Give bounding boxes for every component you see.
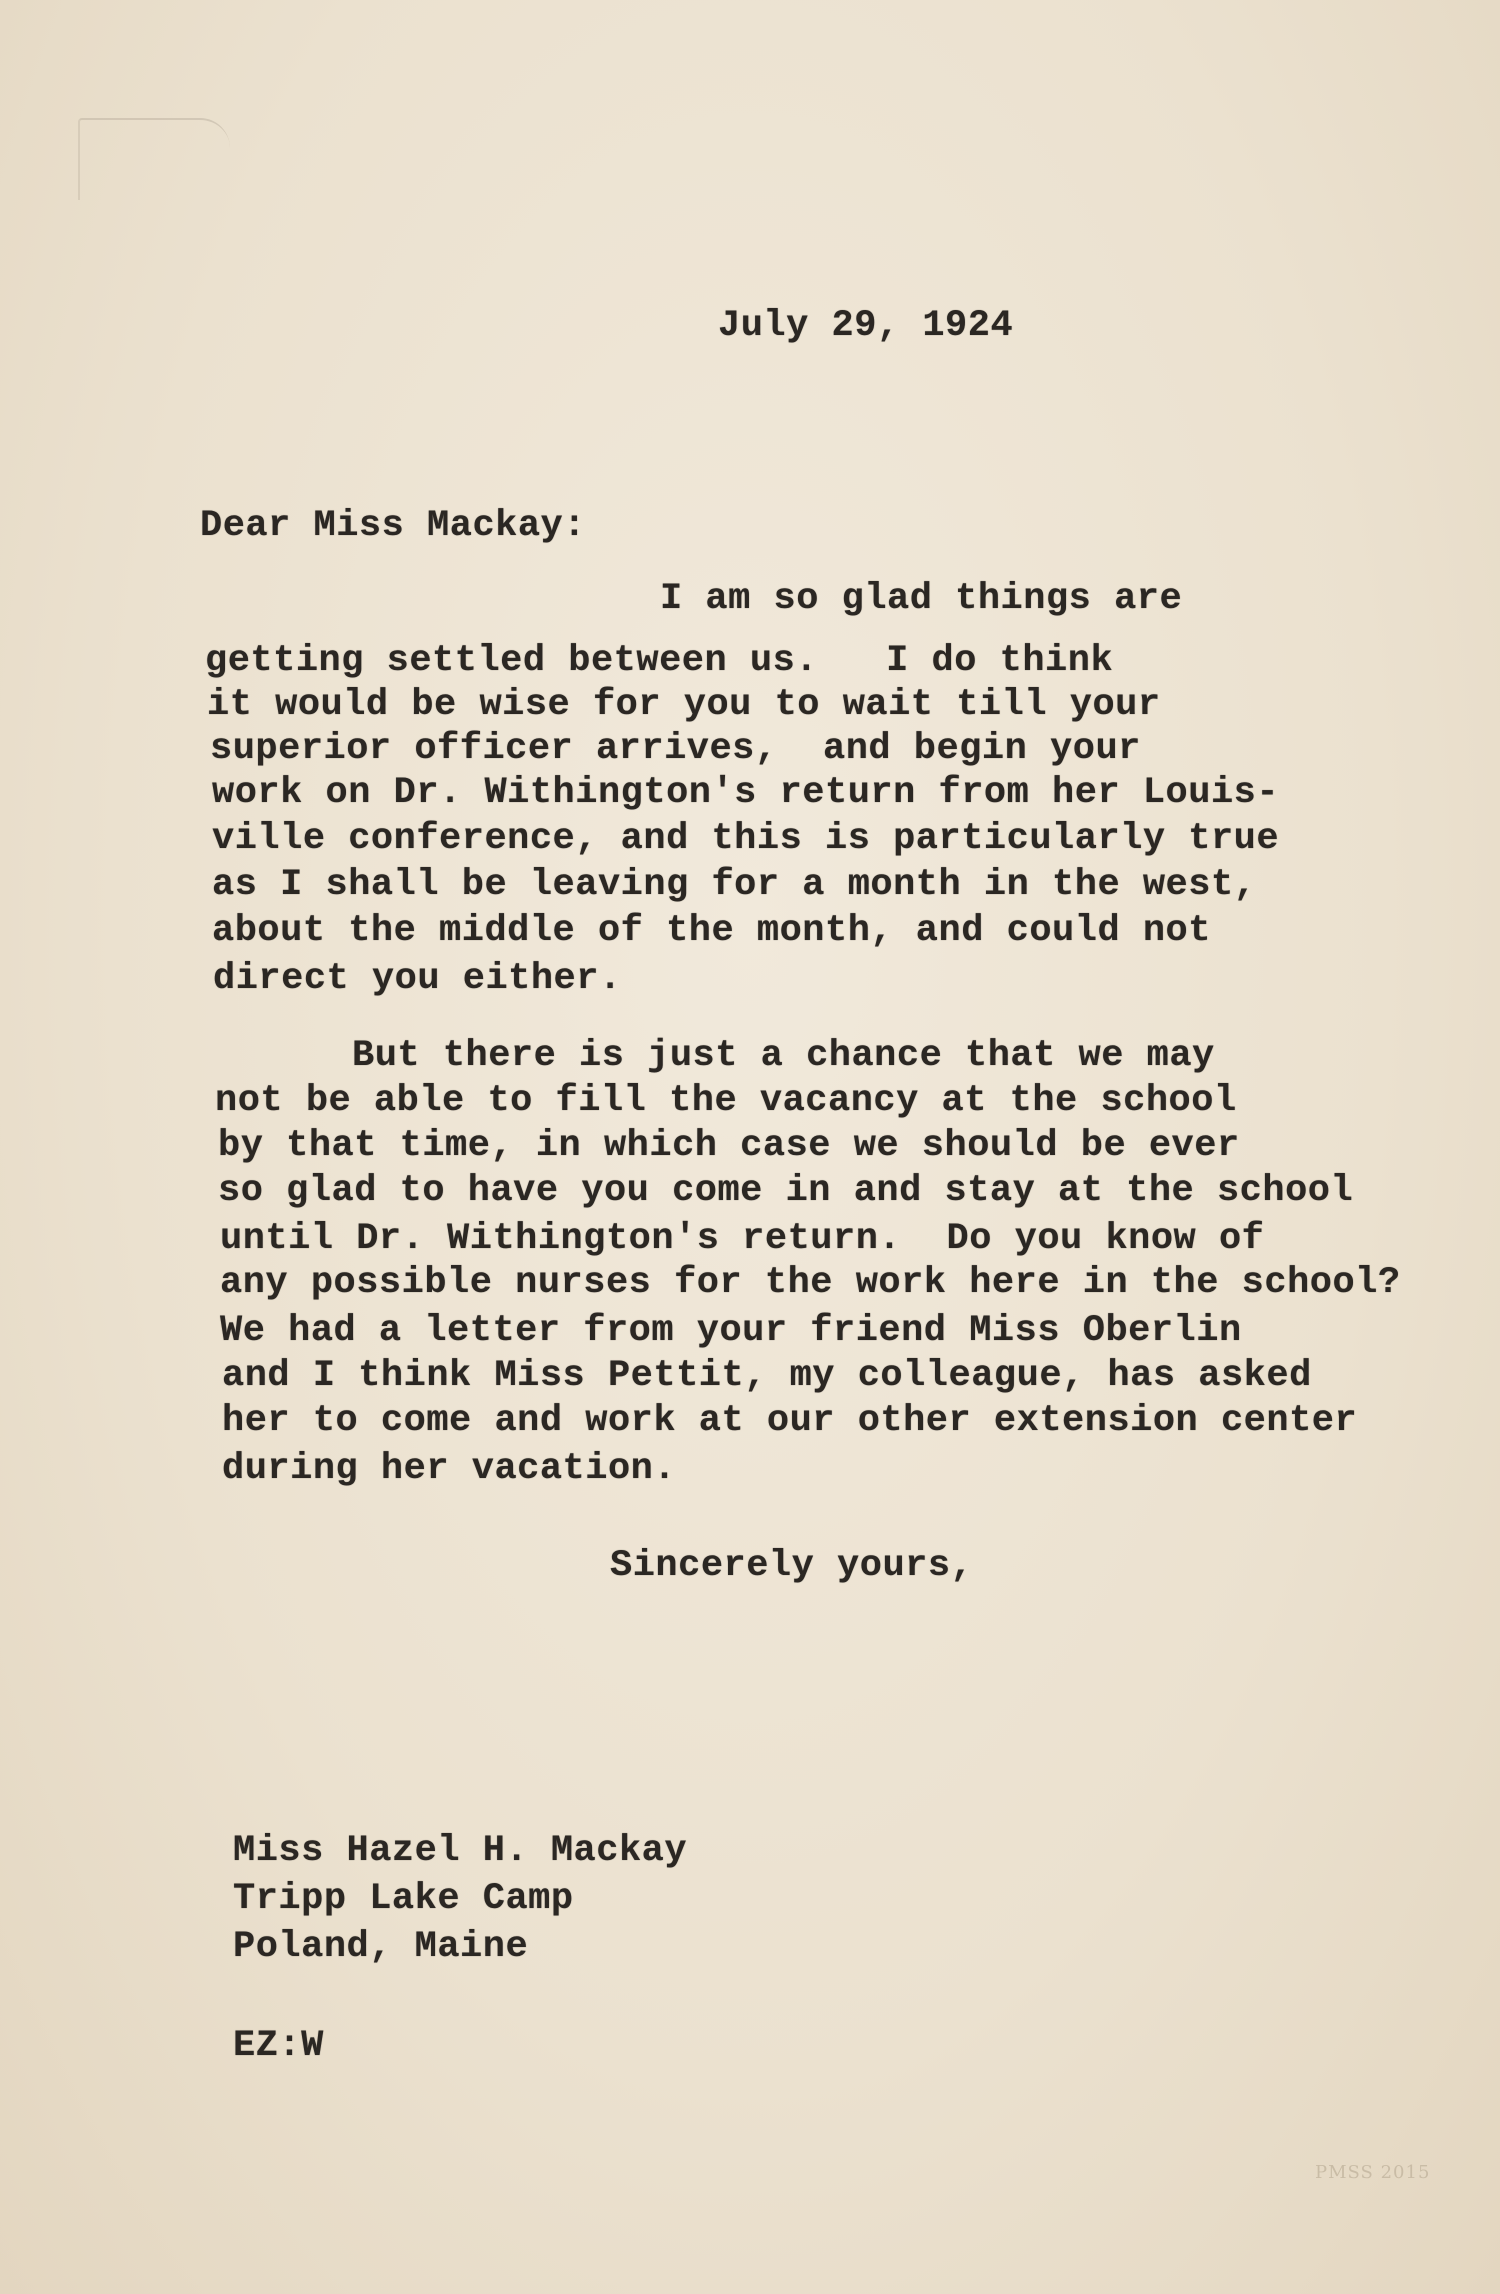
address-line: Miss Hazel H. Mackay (233, 1830, 688, 1872)
letter-date: July 29, 1924 (718, 305, 1014, 347)
paragraph-line: her to come and work at our other extension center (222, 1400, 1358, 1442)
paragraph-line: it would be wise for you to wait till your (207, 684, 1161, 726)
typist-initials: EZ:W (233, 2025, 324, 2067)
paragraph-line: about the middle of the month, and could not (212, 910, 1211, 952)
paragraph-line: work on Dr. Withington's return from her Louis- (212, 772, 1280, 814)
paragraph-line: getting settled between us. I do think (205, 640, 1114, 682)
paragraph-line: during her vacation. (222, 1448, 677, 1490)
paragraph-line: any possible nurses for the work here in the school? (220, 1262, 1401, 1304)
archive-watermark: PMSS 2015 (1315, 2162, 1431, 2183)
paragraph-line: not be able to fill the vacancy at the school (215, 1080, 1237, 1122)
paragraph-line: I am so glad things are (660, 578, 1183, 620)
closing: Sincerely yours, (610, 1545, 974, 1587)
salutation: Dear Miss Mackay: (200, 505, 586, 547)
paragraph-line: and I think Miss Pettit, my colleague, has asked (222, 1355, 1312, 1397)
paper-tear-mark (78, 118, 230, 200)
paragraph-line: We had a letter from your friend Miss Oberlin (220, 1310, 1242, 1352)
paragraph-line: But there is just a chance that we may (352, 1035, 1215, 1077)
paragraph-line: as I shall be leaving for a month in the west, (212, 864, 1257, 906)
paragraph-line: ville conference, and this is particularly true (212, 818, 1280, 860)
paragraph-line: so glad to have you come in and stay at the school (218, 1170, 1354, 1212)
address-line: Poland, Maine (233, 1926, 529, 1968)
paragraph-line: superior officer arrives, and begin your (210, 728, 1141, 770)
address-line: Tripp Lake Camp (233, 1878, 574, 1920)
paragraph-line: direct you either. (213, 958, 622, 1000)
paragraph-line: by that time, in which case we should be ever (218, 1125, 1240, 1167)
paragraph-line: until Dr. Withington's return. Do you know of (220, 1218, 1265, 1260)
